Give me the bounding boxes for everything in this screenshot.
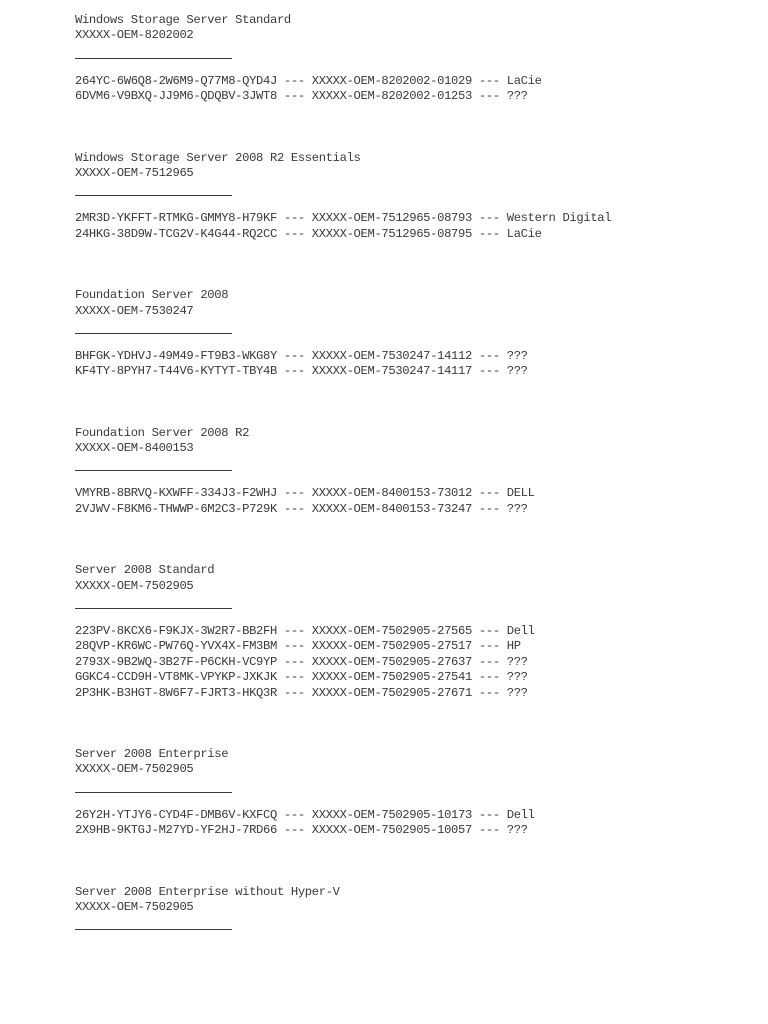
section-foundation-server-2008 <box>75 288 755 380</box>
section-title: Foundation Server 2008 R2 <box>75 425 250 440</box>
divider <box>75 58 232 59</box>
section-oem-code: XXXXX-OEM-8400153 <box>75 441 194 456</box>
section-title: Server 2008 Enterprise without Hyper-V <box>75 884 340 899</box>
key-line: 2VJWV-F8KM6-THWWP-6M2C3-P729K --- XXXXX-OEM-8400153-73247 --- ??? <box>75 501 528 516</box>
key-line: VMYRB-8BRVQ-KXWFF-334J3-F2WHJ --- XXXXX-OEM-8400153-73012 --- DELL <box>75 486 535 501</box>
section-oem-code: XXXXX-OEM-7502905 <box>75 578 194 593</box>
key-line: 2MR3D-YKFFT-RTMKG-GMMY8-H79KF --- XXXXX-OEM-7512965-08793 --- Western Digital <box>75 211 612 226</box>
key-line: 28QVP-KR6WC-PW76Q-YVX4X-FM3BM --- XXXXX-OEM-7502905-27517 --- HP <box>75 639 521 654</box>
divider <box>75 929 232 930</box>
section-server-2008-enterprise <box>75 747 755 839</box>
key-line: 2793X-9B2WQ-3B27F-P6CKH-VC9YP --- XXXXX-OEM-7502905-27637 --- ??? <box>75 654 528 669</box>
key-line: 26Y2H-YTJY6-CYD4F-DMB6V-KXFCQ --- XXXXX-OEM-7502905-10173 --- Dell <box>75 807 535 822</box>
section-oem-code: XXXXX-OEM-7530247 <box>75 303 194 318</box>
key-line: 6DVM6-V9BXQ-JJ9M6-QDQBV-3JWT8 --- XXXXX-OEM-8202002-01253 --- ??? <box>75 89 528 104</box>
divider <box>75 608 232 609</box>
section-title: Windows Storage Server Standard <box>75 13 291 27</box>
section-windows-storage-server-2008-r2-essentials <box>75 151 755 243</box>
section-server-2008-standard <box>75 563 755 701</box>
key-line: KF4TY-8PYH7-T44V6-KYTYT-TBY4B --- XXXXX-OEM-7530247-14117 --- ??? <box>75 364 528 379</box>
key-line: 2X9HB-9KTGJ-M27YD-YF2HJ-7RD66 --- XXXXX-OEM-7502905-10057 --- ??? <box>75 823 528 838</box>
key-line: GGKC4-CCD9H-VT8MK-VPYKP-JXKJK --- XXXXX-OEM-7502905-27541 --- ??? <box>75 670 528 685</box>
section-windows-storage-server-standard <box>75 13 755 105</box>
section-title: Server 2008 Enterprise <box>75 746 229 761</box>
key-line: 2P3HK-B3HGT-8W6F7-FJRT3-HKQ3R --- XXXXX-OEM-7502905-27671 --- ??? <box>75 685 528 700</box>
section-title: Server 2008 Standard <box>75 563 215 578</box>
divider <box>75 470 232 471</box>
key-line: 24HKG-38D9W-TCG2V-K4G44-RQ2CC --- XXXXX-OEM-7512965-08795 --- LaCie <box>75 226 542 241</box>
section-title: Windows Storage Server 2008 R2 Essentials <box>75 150 361 165</box>
key-line: BHFGK-YDHVJ-49M49-FT9B3-WKG8Y --- XXXXX-OEM-7530247-14112 --- ??? <box>75 348 528 363</box>
divider <box>75 333 232 334</box>
divider <box>75 195 232 196</box>
section-server-2008-enterprise-without-hyper-v <box>75 885 755 931</box>
document-page <box>75 13 755 945</box>
divider <box>75 792 232 793</box>
section-oem-code: XXXXX-OEM-7502905 <box>75 899 194 914</box>
key-line: 223PV-8KCX6-F9KJX-3W2R7-BB2FH --- XXXXX-OEM-7502905-27565 --- Dell <box>75 624 535 639</box>
section-oem-code: XXXXX-OEM-7502905 <box>75 762 194 777</box>
section-foundation-server-2008-r2 <box>75 426 755 518</box>
section-oem-code: XXXXX-OEM-7512965 <box>75 165 194 180</box>
key-line: 264YC-6W6Q8-2W6M9-Q77M8-QYD4J --- XXXXX-OEM-8202002-01029 --- LaCie <box>75 73 542 88</box>
section-title: Foundation Server 2008 <box>75 288 229 303</box>
section-oem-code: XXXXX-OEM-8202002 <box>75 28 194 43</box>
